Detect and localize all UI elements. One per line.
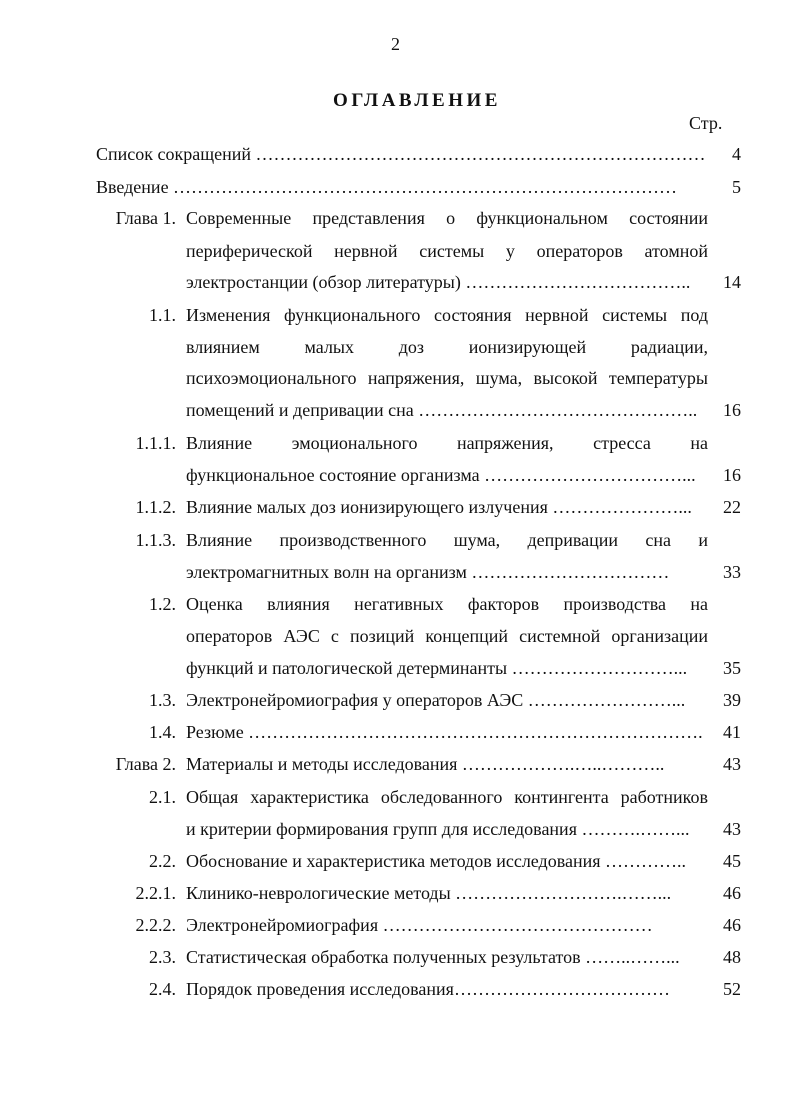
toc-entry-number: 2.2. bbox=[149, 851, 176, 871]
toc-entry-number: 2.1. bbox=[149, 787, 176, 807]
toc-entry-page: 43 bbox=[723, 754, 741, 774]
toc-entry-number: 1.1.1. bbox=[135, 433, 176, 453]
toc-entry-number: 1.2. bbox=[149, 594, 176, 614]
page-column-label: Стр. bbox=[689, 113, 723, 133]
toc-entry-text: Список сокращений ………………………………………………………………… bbox=[96, 144, 706, 164]
toc-entry-number: 1.1.2. bbox=[135, 497, 176, 517]
toc-entry-text: Электронейромиография у операторов АЭС ……………………... bbox=[186, 690, 686, 710]
toc-entry-page: 46 bbox=[723, 883, 741, 903]
toc-entry-page: 16 bbox=[723, 400, 741, 420]
toc-entry-page: 41 bbox=[723, 722, 741, 742]
toc-entry-text: Влияние малых доз ионизирующего излучения …………………... bbox=[186, 497, 692, 517]
toc-entry-text: психоэмоционального напряжения, шума, высокой температуры bbox=[186, 368, 708, 388]
toc-entry-page: 16 bbox=[723, 465, 741, 485]
toc-entry-number: 2.2.2. bbox=[135, 915, 176, 935]
toc-entry-text: Общая характеристика обследованного контингента работников bbox=[186, 787, 708, 807]
toc-entry-text: Клинико-неврологические методы ……………………….……... bbox=[186, 883, 672, 903]
toc-entry-number: 1.1.3. bbox=[135, 530, 176, 550]
toc-entry-number: Глава 1. bbox=[115, 208, 176, 228]
toc-entry-page: 52 bbox=[723, 979, 741, 999]
toc-entry-text: помещений и депривации сна ……………………………………….. bbox=[186, 400, 698, 420]
toc-entry-text: Влияние производственного шума, депривации сна и bbox=[186, 530, 708, 550]
toc-entry-text: Материалы и методы исследования ……………….…..……….. bbox=[186, 754, 665, 774]
toc-entry-text: Изменения функционального состояния нервной системы под bbox=[186, 305, 708, 325]
toc-entry-text: Порядок проведения исследования……………………………… bbox=[186, 979, 670, 999]
toc-entry-text: Влияние эмоционального напряжения, стресса на bbox=[186, 433, 708, 453]
toc-entry-page: 48 bbox=[723, 947, 741, 967]
toc-entry-text: периферической нервной системы у операторов атомной bbox=[186, 241, 708, 261]
toc-entry-page: 35 bbox=[723, 658, 741, 678]
toc-entry-text: электростанции (обзор литературы) ……………………………….. bbox=[186, 272, 691, 292]
toc-entry-text: электромагнитных волн на организм …………………………… bbox=[186, 562, 670, 582]
toc-entry-number: 1.1. bbox=[149, 305, 176, 325]
toc-entry-text: функций и патологической детерминанты ………………………... bbox=[186, 658, 688, 678]
page-number: 2 bbox=[391, 34, 400, 54]
toc-entry-text: Резюме …………………………………………………………………. bbox=[186, 722, 703, 742]
toc-entry-text: Современные представления о функциональном состоянии bbox=[186, 208, 708, 228]
toc-entry-text: Статистическая обработка полученных результатов ……..……... bbox=[186, 947, 680, 967]
toc-entry-page: 33 bbox=[723, 562, 741, 582]
toc-entry-number: 1.4. bbox=[149, 722, 176, 742]
toc-entry-text: операторов АЭС с позиций концепций системной организации bbox=[186, 626, 708, 646]
toc-entry-page: 45 bbox=[723, 851, 741, 871]
toc-entry-text: Оценка влияния негативных факторов производства на bbox=[186, 594, 708, 614]
toc-entry-page: 5 bbox=[732, 177, 741, 197]
toc-entry-page: 14 bbox=[723, 272, 741, 292]
toc-entry-number: Глава 2. bbox=[115, 754, 176, 774]
toc-entry-text: Электронейромиография ……………………………………… bbox=[186, 915, 653, 935]
toc-entry-text: функциональное состояние организма ……………………………... bbox=[186, 465, 696, 485]
toc-entry-page: 4 bbox=[732, 144, 741, 164]
toc-entry-text: Обоснование и характеристика методов исследования ………….. bbox=[186, 851, 687, 871]
toc-entry-number: 2.3. bbox=[149, 947, 176, 967]
toc-entry-number: 1.3. bbox=[149, 690, 176, 710]
page-title: ОГЛАВЛЕНИЕ bbox=[333, 90, 501, 111]
toc-entry-text: и критерии формирования групп для исследования ……….……... bbox=[186, 819, 690, 839]
toc-entry-page: 22 bbox=[723, 497, 741, 517]
toc-entry-number: 2.2.1. bbox=[135, 883, 176, 903]
toc-entry-page: 39 bbox=[723, 690, 741, 710]
toc-entry-number: 2.4. bbox=[149, 979, 176, 999]
toc-entry-page: 43 bbox=[723, 819, 741, 839]
toc-entry-page: 46 bbox=[723, 915, 741, 935]
toc-entry-text: влиянием малых доз ионизирующей радиации, bbox=[186, 337, 708, 357]
toc-entry-text: Введение ………………………………………………………………………… bbox=[96, 177, 678, 197]
